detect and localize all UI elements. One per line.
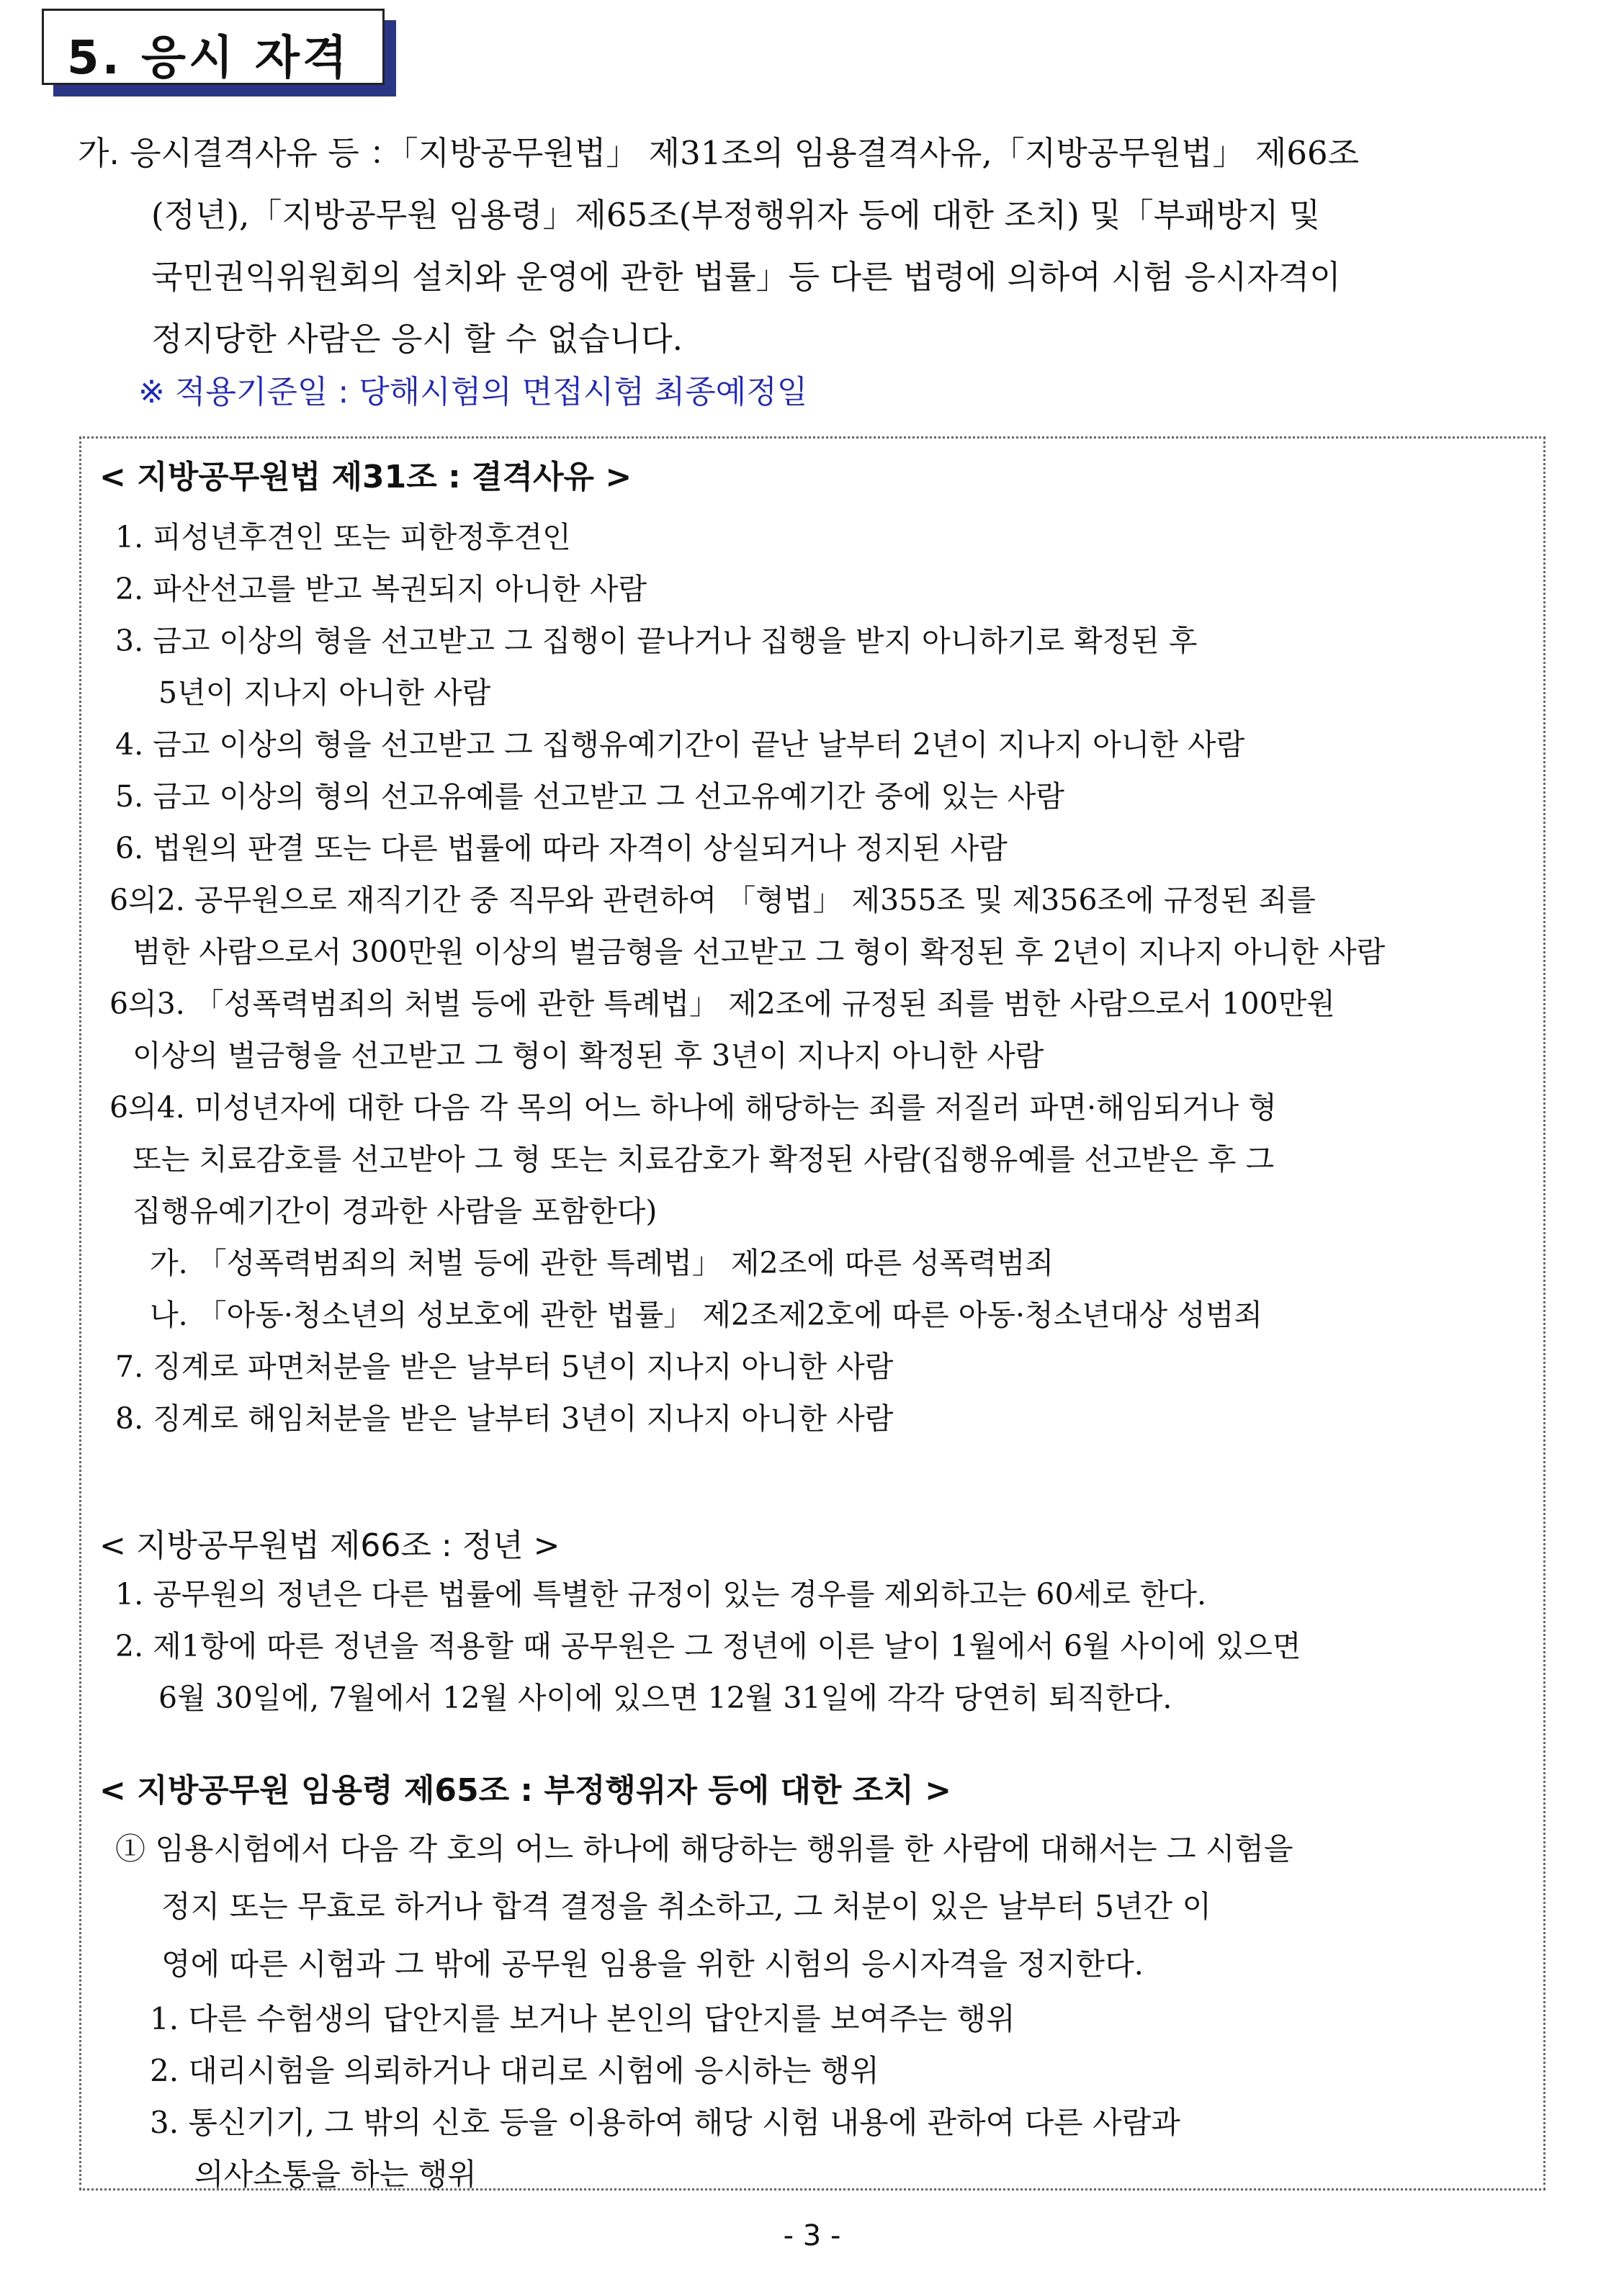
law66-heading: < 지방공무원법 제66조 : 정년 > (99, 1527, 560, 1564)
decree65-heading: < 지방공무원 임용령 제65조 : 부정행위자 등에 대한 조치 > (99, 1772, 952, 1809)
list-item: ① 임용시험에서 다음 각 호의 어느 하나에 해당하는 행위를 한 사람에 대해서는 그 시험을 (115, 1831, 1293, 1866)
list-item: 1. 공무원의 정년은 다른 법률에 특별한 규정이 있는 경우를 제외하고는 60세로 한다. (115, 1577, 1207, 1612)
law31-list (109, 511, 1548, 1444)
law66-list (115, 1568, 1548, 1724)
list-item: 8. 징계로 해임처분을 받은 날부터 3년이 지나지 아니한 사람 (115, 1401, 894, 1436)
disqualification-paragraph (78, 122, 1576, 370)
list-item: 3. 금고 이상의 형을 선고받고 그 집행이 끝나거나 집행을 받지 아니하기로 확정된 후 (115, 624, 1198, 658)
list-item: 6의4. 미성년자에 대한 다음 각 목의 어느 하나에 해당하는 죄를 저질러 파면·해임되거나 형 (109, 1090, 1277, 1125)
list-item: 6의2. 공무원으로 재직기간 중 직무와 관련하여 「형법」 제355조 및 제356조에 규정된 죄를 (109, 883, 1316, 917)
list-item: 영에 따른 시험과 그 밖에 공무원 임용을 위한 시험의 응시자격을 정지한다. (161, 1946, 1144, 1982)
reference-date-note: ※ 적용기준일 : 당해시험의 면접시험 최종예정일 (138, 374, 808, 410)
list-item: 6월 30일에, 7월에서 12월 사이에 있으면 12월 31일에 각각 당연히 퇴직한다. (158, 1681, 1172, 1715)
list-item: 정지 또는 무효로 하거나 합격 결정을 취소하고, 그 처분이 있은 날부터 5년간 이 (161, 1889, 1212, 1924)
para-line-3: 국민권익위원회의 설치와 운영에 관한 법률」등 다른 법령에 의하여 시험 응시자격이 (151, 258, 1341, 296)
list-item: 1. 피성년후견인 또는 피한정후견인 (115, 520, 571, 554)
para-label: 가. 응시결격사유 등 (78, 134, 359, 172)
law31-heading: < 지방공무원법 제31조 : 결격사유 > (99, 459, 632, 495)
page-number: - 3 - (783, 2219, 841, 2252)
para-line-2: (정년),「지방공무원 임용령」제65조(부정행위자 등에 대한 조치) 및「부패방지 및 (151, 196, 1321, 234)
list-item: 집행유예기간이 경과한 사람을 포함한다) (133, 1194, 658, 1228)
list-item: 가. 「성폭력범죄의 처벌 등에 관한 특례법」 제2조에 따른 성폭력범죄 (150, 1246, 1054, 1280)
para-line-4: 정지당한 사람은 응시 할 수 없습니다. (151, 320, 683, 358)
list-item: 4. 금고 이상의 형을 선고받고 그 집행유예기간이 끝난 날부터 2년이 지나지 아니한 사람 (115, 727, 1245, 762)
list-item: 2. 파산선고를 받고 복권되지 아니한 사람 (115, 572, 647, 606)
list-item: 6. 법원의 판결 또는 다른 법률에 따라 자격이 상실되거나 정지된 사람 (115, 831, 1008, 866)
list-item: 범한 사람으로서 300만원 이상의 벌금형을 선고받고 그 형이 확정된 후 2년이 지나지 아니한 사람 (133, 935, 1386, 969)
list-item: 5년이 지나지 아니한 사람 (158, 675, 491, 710)
list-item: 5. 금고 이상의 형의 선고유예를 선고받고 그 선고유예기간 중에 있는 사람 (115, 779, 1065, 814)
section-title: 5. 응시 자격 (67, 32, 350, 85)
list-item: 의사소통을 하는 행위 (194, 2157, 477, 2192)
decree65-list (115, 1820, 1548, 2201)
list-item: 2. 제1항에 따른 정년을 적용할 때 공무원은 그 정년에 이른 날이 1월에서 6월 사이에 있으면 (115, 1629, 1301, 1663)
list-item: 나. 「아동·청소년의 성보호에 관한 법률」 제2조제2호에 따른 아동·청소년대상 성범죄 (150, 1298, 1262, 1332)
list-item: 이상의 벌금형을 선고받고 그 형이 확정된 후 3년이 지나지 아니한 사람 (133, 1038, 1044, 1073)
list-item: 1. 다른 수험생의 답안지를 보거나 본인의 답안지를 보여주는 행위 (150, 2001, 1015, 2036)
list-item: 또는 치료감호를 선고받아 그 형 또는 치료감호가 확정된 사람(집행유예를 선고받은 후 그 (133, 1142, 1275, 1177)
list-item: 2. 대리시험을 의뢰하거나 대리로 시험에 응시하는 행위 (150, 2053, 879, 2088)
list-item: 7. 징계로 파면처분을 받은 날부터 5년이 지나지 아니한 사람 (115, 1349, 894, 1384)
list-item: 6의3. 「성폭력범죄의 처벌 등에 관한 특례법」 제2조에 규정된 죄를 범한 사람으로서 100만원 (109, 987, 1335, 1021)
para-line-1: ：「지방공무원법」 제31조의 임용결격사유,「지방공무원법」 제66조 (369, 134, 1360, 172)
section-title-box (42, 9, 385, 85)
list-item: 3. 통신기기, 그 밖의 신호 등을 이용하여 해당 시험 내용에 관하여 다른 사람과 (150, 2105, 1180, 2140)
